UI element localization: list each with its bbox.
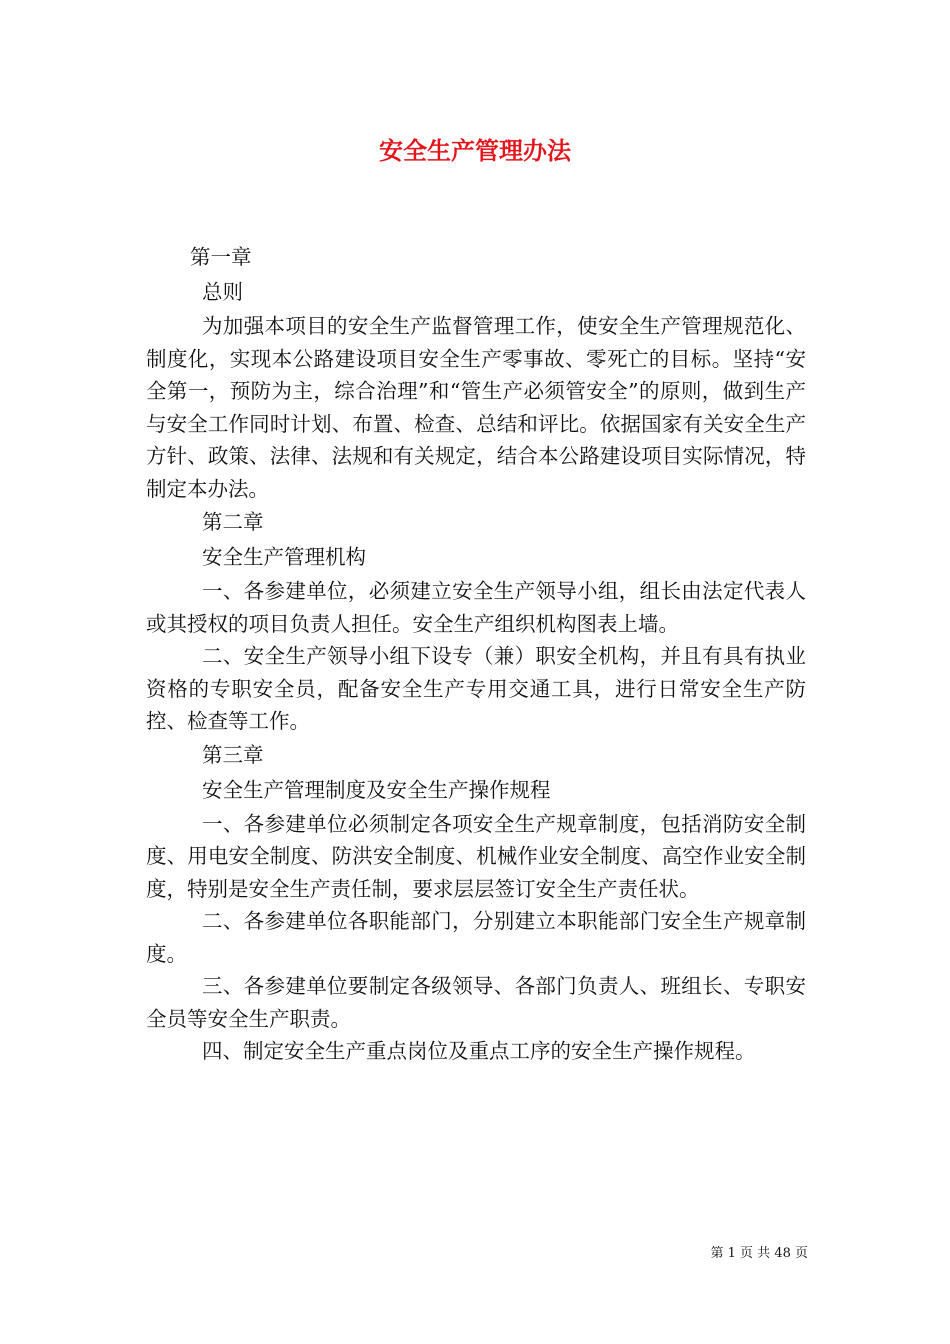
chapter-2-paragraph-1: 一、各参建单位，必须建立安全生产领导小组，组长由法定代表人或其授权的项目负责人担任。安全生产组织机构图表上墙。 <box>146 579 806 636</box>
chapter-3-paragraph-3: 三、各参建单位要制定各级领导、各部门负责人、班组长、专职安全员等安全生产职责。 <box>146 974 806 1031</box>
document-body <box>146 240 806 1068</box>
chapter-3-paragraph-4: 四、制定安全生产重点岗位及重点工序的安全生产操作规程。 <box>202 1039 756 1063</box>
chapter-3-paragraph-2: 二、各参建单位各职能部门，分别建立本职能部门安全生产规章制度。 <box>146 909 806 966</box>
chapter-1-subheading: 总则 <box>202 280 243 304</box>
chapter-3-heading: 第三章 <box>202 742 264 767</box>
chapter-2-heading: 第二章 <box>202 510 264 534</box>
document-title: 安全生产管理办法 <box>379 136 571 165</box>
page-number: 第 1 页 共 48 页 <box>710 1246 808 1261</box>
chapter-1-heading: 第一章 <box>190 245 252 269</box>
chapter-1-paragraph-1: 为加强本项目的安全生产监督管理工作，使安全生产管理规范化、制度化，实现本公路建设项目安全生产零事故、零死亡的目标。坚持“安全第一，预防为主，综合治理”和“管生产必须管安全”的原则，做到生产与安全工作同时计划、布置、检查、总结和评比。依据国家有关安全生产方针、政策、法律、法规和有关规定，结合本公路建设项目实际情况，特制定本办法。 <box>146 314 806 501</box>
chapter-2-paragraph-2: 二、安全生产领导小组下设专（兼）职安全机构，并且有具有执业资格的专职安全员，配备安全生产专用交通工具，进行日常安全生产防控、检查等工作。 <box>146 644 806 733</box>
chapter-2-subheading: 安全生产管理机构 <box>202 545 366 569</box>
chapter-3-subheading: 安全生产管理制度及安全生产操作规程 <box>202 777 551 802</box>
chapter-3-paragraph-1: 一、各参建单位必须制定各项安全生产规章制度，包括消防安全制度、用电安全制度、防洪安全制度、机械作业安全制度、高空作业安全制度，特别是安全生产责任制，要求层层签订安全生产责任状。 <box>146 811 806 901</box>
